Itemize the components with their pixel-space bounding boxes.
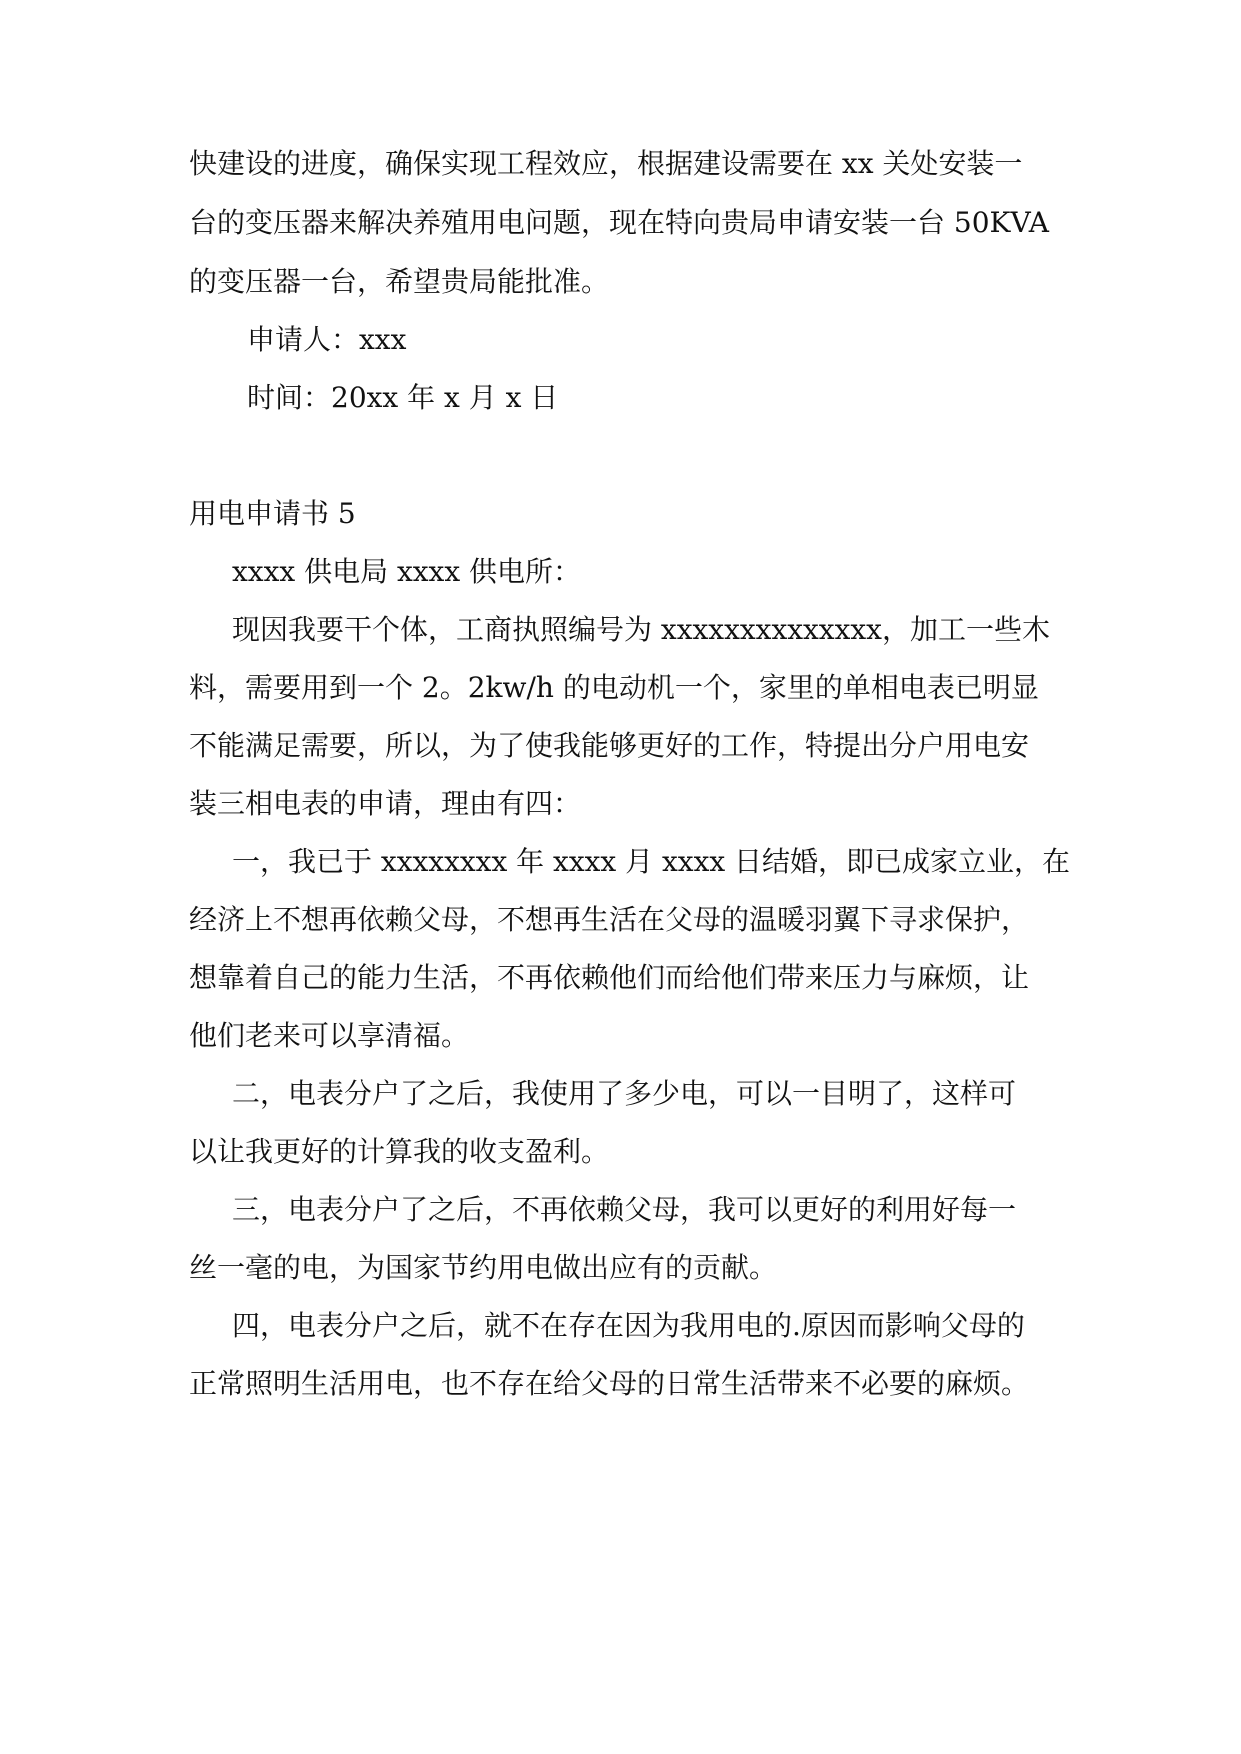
applicant-line: 申请人：xxx bbox=[247, 323, 407, 356]
paragraph-line: 装三相电表的申请，理由有四： bbox=[189, 787, 582, 820]
reason-line: 三，电表分户了之后，不再依赖父母，我可以更好的利用好每一 bbox=[232, 1193, 1017, 1226]
reason-line: 二，电表分户了之后，我使用了多少电，可以一目明了，这样可 bbox=[232, 1077, 1017, 1110]
reason-line: 四，电表分户之后，就不在存在因为我用电的.原因而影响父母的 bbox=[232, 1309, 1025, 1342]
reason-line: 以让我更好的计算我的收支盈利。 bbox=[189, 1135, 610, 1168]
reason-line: 经济上不想再依赖父母，不想再生活在父母的温暖羽翼下寻求保护， bbox=[189, 903, 1030, 936]
paragraph-line: 料，需要用到一个 2。2kw/h 的电动机一个，家里的单相电表已明显 bbox=[189, 671, 1039, 704]
reason-line: 一，我已于 xxxxxxxx 年 xxxx 月 xxxx 日结婚，即已成家立业，在 bbox=[232, 845, 1071, 878]
body-text-line: 快建设的进度，确保实现工程效应，根据建设需要在 xx 关处安装一 bbox=[189, 147, 1023, 180]
reason-line: 丝一毫的电，为国家节约用电做出应有的贡献。 bbox=[189, 1251, 778, 1284]
reason-line: 正常照明生活用电，也不存在给父母的日常生活带来不必要的麻烦。 bbox=[189, 1367, 1030, 1400]
section-title: 用电申请书 5 bbox=[189, 497, 356, 530]
date-line: 时间：20xx 年 x 月 x 日 bbox=[247, 381, 559, 414]
paragraph-line: 不能满足需要，所以，为了使我能够更好的工作，特提出分户用电安 bbox=[189, 729, 1030, 762]
body-text-line: 台的变压器来解决养殖用电问题，现在特向贵局申请安装一台 50KVA bbox=[189, 206, 1049, 239]
reason-line: 想靠着自己的能力生活，不再依赖他们而给他们带来压力与麻烦，让 bbox=[189, 961, 1030, 994]
reason-line: 他们老来可以享清福。 bbox=[189, 1019, 470, 1052]
body-text-line: 的变压器一台，希望贵局能批准。 bbox=[189, 265, 610, 298]
paragraph-line: 现因我要干个体，工商执照编号为 xxxxxxxxxxxxxx，加工一些木 bbox=[232, 613, 1050, 646]
salutation: xxxx 供电局 xxxx 供电所： bbox=[232, 555, 582, 588]
